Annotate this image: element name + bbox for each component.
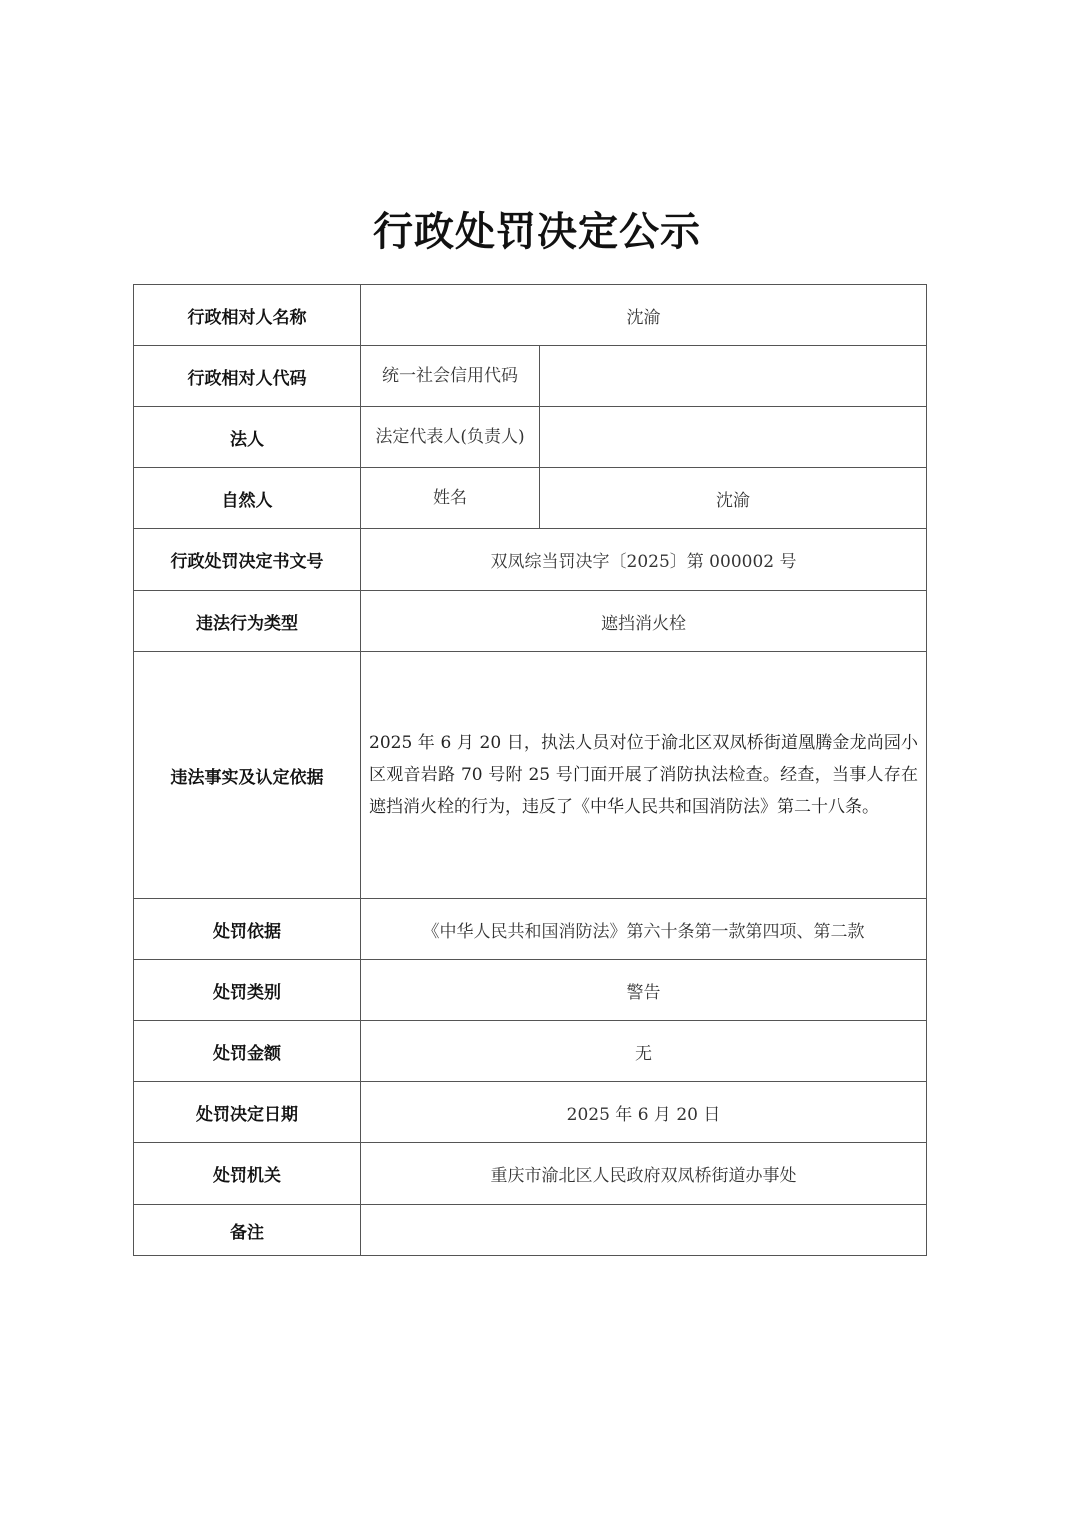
party-name-label: 行政相对人名称 (134, 285, 361, 346)
authority-label: 处罚机关 (134, 1143, 361, 1205)
credit-code-value (540, 346, 927, 407)
category-label: 处罚类别 (134, 960, 361, 1021)
row-basis (134, 899, 927, 960)
violation-type-label: 违法行为类型 (134, 591, 361, 652)
legal-person-label: 法人 (134, 407, 361, 468)
category-value: 警告 (361, 960, 927, 1021)
row-legal-person (134, 407, 927, 468)
document-title: 行政处罚决定公示 (373, 208, 701, 255)
party-name-value: 沈渝 (361, 285, 927, 346)
decision-number-label: 行政处罚决定书文号 (134, 529, 361, 591)
amount-value: 无 (361, 1021, 927, 1082)
natural-person-label: 自然人 (134, 468, 361, 529)
decision-number-value: 双凤综当罚决字〔2025〕第 000002 号 (361, 529, 927, 591)
facts-label: 违法事实及认定依据 (134, 652, 361, 899)
row-date (134, 1082, 927, 1143)
amount-label: 处罚金额 (134, 1021, 361, 1082)
date-label: 处罚决定日期 (134, 1082, 361, 1143)
legal-representative-label: 法定代表人(负责人) (361, 407, 540, 468)
row-amount (134, 1021, 927, 1082)
row-party-name (134, 285, 927, 346)
row-authority (134, 1143, 927, 1205)
row-facts (134, 652, 927, 899)
basis-value: 《中华人民共和国消防法》第六十条第一款第四项、第二款 (361, 899, 927, 960)
legal-representative-value (540, 407, 927, 468)
row-party-code (134, 346, 927, 407)
party-code-label: 行政相对人代码 (134, 346, 361, 407)
person-name-value: 沈渝 (540, 468, 927, 529)
row-remarks (134, 1205, 927, 1256)
authority-value: 重庆市渝北区人民政府双凤桥街道办事处 (361, 1143, 927, 1205)
remarks-value (361, 1205, 927, 1256)
row-natural-person (134, 468, 927, 529)
row-category (134, 960, 927, 1021)
credit-code-label: 统一社会信用代码 (361, 346, 540, 407)
person-name-label: 姓名 (361, 468, 540, 529)
row-violation-type (134, 591, 927, 652)
basis-label: 处罚依据 (134, 899, 361, 960)
row-decision-number (134, 529, 927, 591)
penalty-notice-table (133, 284, 927, 1256)
date-value: 2025 年 6 月 20 日 (361, 1082, 927, 1143)
violation-type-value: 遮挡消火栓 (361, 591, 927, 652)
remarks-label: 备注 (134, 1205, 361, 1256)
facts-value: 2025 年 6 月 20 日，执法人员对位于渝北区双凤桥街道凰腾金龙尚园小区观音岩路 70 号附 25 号门面开展了消防执法检查。经查，当事人存在遮挡消火栓的行为，违反了《中华人民共和国消防法》第二十八条。 (361, 652, 927, 899)
